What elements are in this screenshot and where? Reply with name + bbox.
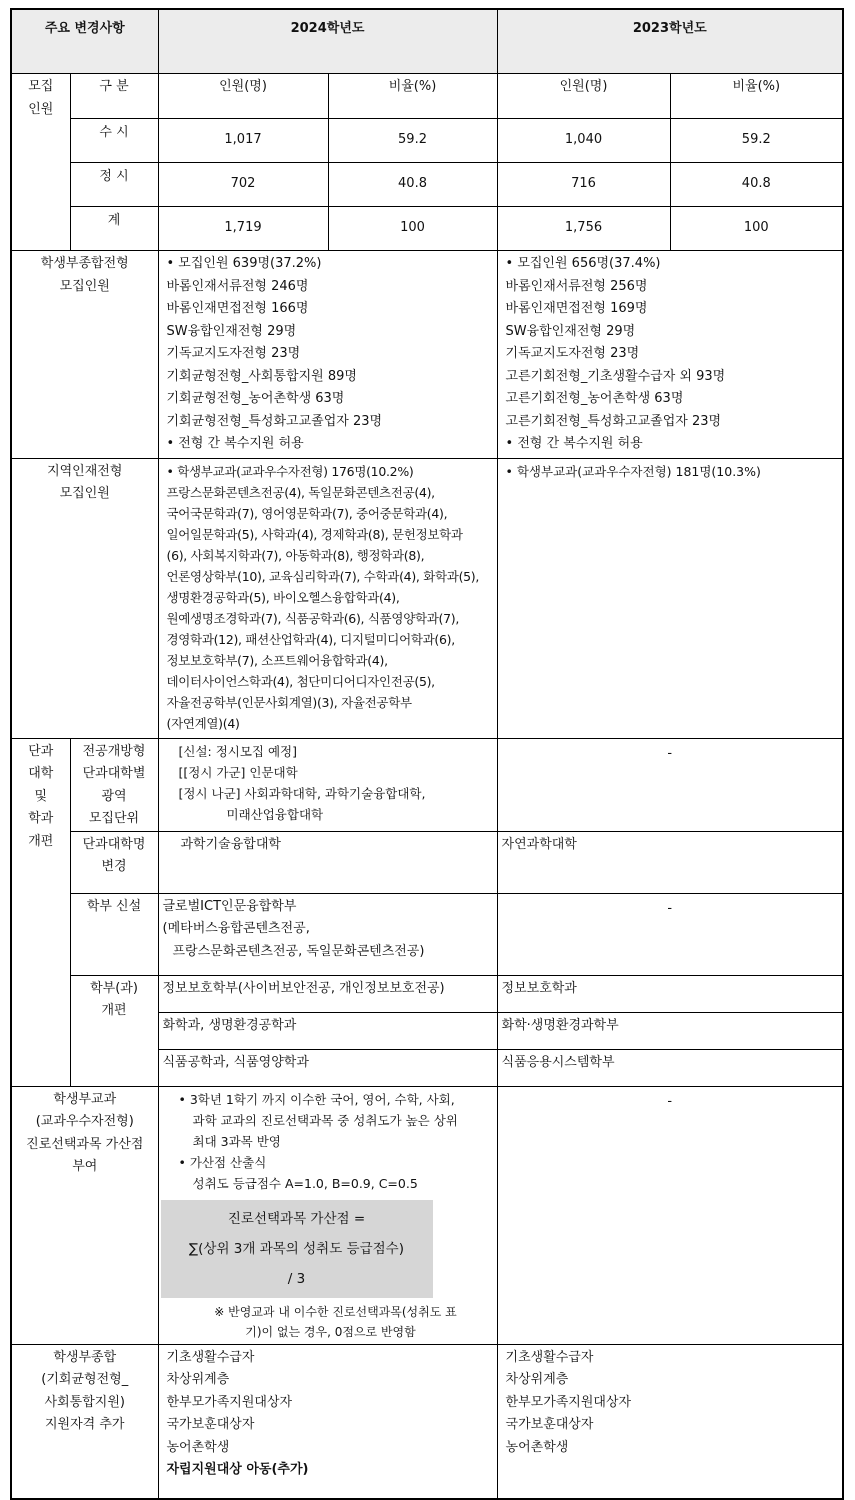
list-item: • 모집인원 639명(37.2%): [166, 256, 322, 271]
list-item: 고른기회전형_특성화고교졸업자 23명: [505, 413, 722, 429]
recruit-row: [11, 207, 843, 251]
note-line: 기)이 없는 경우, 0점으로 반영함: [245, 1324, 416, 1339]
label-line: 사회통합지원): [44, 1394, 125, 1410]
regional-row: [11, 458, 843, 738]
regional-2024: [158, 458, 497, 738]
header-main-changes: 주요 변경사항: [11, 9, 158, 74]
list-item: 일어일문학과(5), 사학과(4), 경제학과(8), 문헌정보학과: [166, 526, 463, 542]
list-item: 바롬인재면접전형 166명: [166, 301, 309, 316]
list-item: 한부모가족지원대상자: [166, 1394, 293, 1410]
recruit-ratio-2024: 100: [328, 207, 497, 251]
recruit-ratio-2023: 40.8: [670, 163, 843, 207]
rename-2023: 자연과학대학: [497, 831, 843, 893]
bonus-note: [159, 1302, 483, 1342]
college-label-line: 단과: [28, 743, 54, 759]
regional-label-line2: 모집인원: [59, 486, 110, 501]
list-item: 정보보호학부(7), 소프트웨어융합학과(4),: [166, 652, 388, 668]
list-item: 프랑스문화콘텐츠전공(4), 독일문화콘텐츠전공(4),: [166, 484, 435, 500]
recruit-count-2024: 1,719: [158, 207, 328, 251]
count-2023-header: 인원(명): [497, 74, 670, 119]
label-line: 전공개방형: [82, 743, 146, 759]
list-item: 생명환경공학과(5), 바이오헬스융합학과(4),: [166, 589, 400, 605]
formula-line: / 3: [287, 1270, 306, 1287]
bonus-bullet-cont: 최대 3과목 반영: [192, 1133, 281, 1149]
list-item: 한부모가족지원대상자: [505, 1394, 632, 1410]
list-item: • 전형 간 복수지원 허용: [505, 436, 643, 451]
added-eligibility: 자립지원대상 아동(추가): [166, 1462, 309, 1477]
label-line: 광역: [101, 788, 127, 804]
recruit-kind: 정 시: [70, 163, 158, 207]
count-2024-header: 인원(명): [158, 74, 328, 119]
changes-table: [10, 8, 844, 1500]
kind-header: 구 분: [70, 74, 158, 119]
list-item: 기초생활수급자: [166, 1349, 255, 1365]
list-item: 프랑스문화콘텐츠전공, 독일문화콘텐츠전공): [172, 943, 425, 959]
comprehensive-label-line1: 학생부종합전형: [40, 256, 129, 271]
bonus-bullet-cont: 성취도 등급점수 A=1.0, B=0.9, C=0.5: [192, 1175, 418, 1191]
bonus-bullet-cont: 과학 교과의 진로선택과목 중 성취도가 높은 상위: [192, 1112, 458, 1128]
comprehensive-row: [11, 251, 843, 459]
reorg-2024: 정보보호학부(사이버보안전공, 개인정보보호전공): [158, 975, 497, 1012]
open-major-2023: -: [497, 738, 843, 831]
label-line: 지원자격 추가: [45, 1417, 125, 1432]
label-line: (기회균형전형_: [41, 1372, 129, 1387]
reorg-label: [70, 975, 158, 1086]
list-item: [정시 나군] 사회과학대학, 과학기술융합대학,: [178, 785, 426, 801]
header-row: [11, 9, 843, 74]
new-school-label: 학부 신설: [70, 893, 158, 975]
note-line: ※ 반영교과 내 이수한 진로선택과목(성취도 표: [214, 1304, 457, 1319]
comprehensive-2024: [158, 251, 497, 459]
list-item: 바롬인재서류전형 256명: [505, 278, 648, 294]
regional-label: [11, 458, 158, 738]
bonus-bullet: • 가산점 산출식: [178, 1154, 267, 1170]
comprehensive-label-line2: 모집인원: [59, 278, 110, 294]
recruit-row: [11, 119, 843, 163]
recruit-kind: 계: [70, 207, 158, 251]
label-line: 변경: [101, 859, 127, 874]
list-item: • 모집인원 656명(37.4%): [505, 256, 661, 271]
list-item: 농어촌학생: [505, 1439, 569, 1455]
list-item: 글로벌ICT인문융합학부: [162, 898, 297, 914]
list-item: SW융합인재전형 29명: [166, 323, 297, 339]
recruit-header-row: [11, 74, 843, 119]
list-item: 기초생활수급자: [505, 1349, 594, 1365]
list-item: • 학생부교과(교과우수자전형) 181명(10.3%): [505, 463, 761, 479]
college-label-line: 및: [34, 788, 48, 804]
new-school-2023: -: [497, 893, 843, 975]
list-item: 기독교지도자전형 23명: [166, 346, 301, 361]
label-line: 학생부종합: [53, 1349, 117, 1365]
list-item: 바롬인재면접전형 169명: [505, 301, 648, 316]
list-item: 자율전공학부(인문사회계열)(3), 자율전공학부: [166, 694, 412, 710]
list-item: (메타버스융합콘텐츠전공,: [162, 921, 310, 936]
list-item: • 학생부교과(교과우수자전형) 176명(10.2%): [166, 463, 414, 479]
reorg-2023: 정보보호학과: [497, 975, 843, 1012]
formula-box: [161, 1200, 433, 1298]
reorg-2024: 화학과, 생명환경공학과: [158, 1012, 497, 1049]
eligibility-label: [11, 1344, 158, 1499]
college-open-major-row: [11, 738, 843, 831]
reorg-2024: 식품공학과, 식품영양학과: [158, 1049, 497, 1086]
eligibility-2024: [158, 1344, 497, 1499]
list-item: 국가보훈대상자: [166, 1417, 255, 1432]
label-line: 부여: [72, 1159, 98, 1174]
formula-line: ∑(상위 3개 과목의 성취도 등급점수): [189, 1240, 404, 1257]
recruit-count-2024: 702: [158, 163, 328, 207]
list-item: [신설: 정시모집 예정]: [178, 743, 298, 759]
comprehensive-2023: [497, 251, 843, 459]
label-line: 학생부교과: [53, 1091, 117, 1107]
label-line: 단과대학명: [82, 836, 146, 852]
recruit-count-2023: 716: [497, 163, 670, 207]
bonus-2024: [158, 1086, 497, 1344]
regional-2023: [497, 458, 843, 738]
recruit-label-line1: 모집: [28, 79, 54, 94]
formula-line: 진로선택과목 가산점 =: [227, 1210, 366, 1227]
ratio-2023-header: 비율(%): [670, 74, 843, 119]
recruit-count-2023: 1,756: [497, 207, 670, 251]
bonus-label: [11, 1086, 158, 1344]
list-item: 미래산업융합대학: [226, 806, 324, 822]
recruit-ratio-2023: 59.2: [670, 119, 843, 163]
recruit-kind: 수 시: [70, 119, 158, 163]
list-item: (자연계열)(4): [166, 715, 240, 731]
list-item: 고른기회전형_농어촌학생 63명: [505, 391, 684, 406]
recruit-label-line2: 인원: [28, 101, 54, 117]
open-major-label: [70, 738, 158, 831]
reorg-2023: 화학·생명환경과학부: [497, 1012, 843, 1049]
list-item: [[정시 가군] 인문대학: [178, 764, 298, 780]
list-item: 차상위계층: [505, 1372, 569, 1387]
list-item: 기독교지도자전형 23명: [505, 346, 640, 361]
list-item: 기회균형전형_농어촌학생 63명: [166, 391, 345, 406]
college-label: [11, 738, 70, 1086]
bonus-2023: -: [497, 1086, 843, 1344]
regional-label-line1: 지역인재전형: [47, 463, 123, 479]
comprehensive-label: [11, 251, 158, 459]
list-item: 경영학과(12), 패션산업학과(4), 디지털미디어학과(6),: [166, 631, 455, 647]
list-item: 기회균형전형_사회통합지원 89명: [166, 368, 357, 384]
recruit-label: [11, 74, 70, 251]
rename-label: [70, 831, 158, 893]
list-item: 원예생명조경학과(7), 식품공학과(6), 식품영양학과(7),: [166, 610, 460, 626]
eligibility-row: [11, 1344, 843, 1499]
college-label-line: 개편: [28, 833, 54, 849]
recruit-ratio-2023: 100: [670, 207, 843, 251]
rename-2024: 과학기술융합대학: [158, 831, 497, 893]
list-item: 기회균형전형_특성화고교졸업자 23명: [166, 413, 383, 429]
reorg-2023: 식품응용시스템학부: [497, 1049, 843, 1086]
college-reorg-row: [11, 975, 843, 1012]
list-item: 언론영상학부(10), 교육심리학과(7), 수학과(4), 화학과(5),: [166, 568, 480, 584]
list-item: 데이터사이언스학과(4), 첨단미디어디자인전공(5),: [166, 673, 435, 689]
recruit-row: [11, 163, 843, 207]
label-line: (교과우수자전형): [35, 1114, 134, 1129]
label-line: 단과대학별: [82, 766, 146, 781]
open-major-2024: [158, 738, 497, 831]
recruit-count-2023: 1,040: [497, 119, 670, 163]
new-school-2024: [158, 893, 497, 975]
college-rename-row: [11, 831, 843, 893]
label-line: 학부(과): [90, 980, 138, 996]
bonus-bullet: • 3학년 1학기 까지 이수한 국어, 영어, 수학, 사회,: [178, 1091, 455, 1107]
recruit-ratio-2024: 40.8: [328, 163, 497, 207]
bonus-row: [11, 1086, 843, 1344]
list-item: • 전형 간 복수지원 허용: [166, 436, 304, 451]
recruit-ratio-2024: 59.2: [328, 119, 497, 163]
label-line: 진로선택과목 가산점: [26, 1136, 144, 1152]
college-label-line: 학과: [28, 811, 54, 826]
ratio-2024-header: 비율(%): [328, 74, 497, 119]
eligibility-2023: [497, 1344, 843, 1499]
college-label-line: 대학: [28, 766, 54, 781]
list-item: 차상위계층: [166, 1372, 230, 1387]
header-2023: 2023학년도: [497, 9, 843, 74]
label-line: 모집단위: [88, 811, 140, 826]
list-item: 국가보훈대상자: [505, 1417, 594, 1432]
label-line: 개편: [101, 1003, 127, 1018]
list-item: (6), 사회복지학과(7), 아동학과(8), 행정학과(8),: [166, 547, 425, 563]
college-new-school-row: [11, 893, 843, 975]
list-item: 국어국문학과(7), 영어영문학과(7), 중어중문학과(4),: [166, 505, 448, 521]
recruit-count-2024: 1,017: [158, 119, 328, 163]
list-item: 바롬인재서류전형 246명: [166, 278, 309, 294]
list-item: 농어촌학생: [166, 1439, 230, 1455]
list-item: SW융합인재전형 29명: [505, 323, 636, 339]
header-2024: 2024학년도: [158, 9, 497, 74]
list-item: 고른기회전형_기초생활수급자 외 93명: [505, 368, 726, 384]
